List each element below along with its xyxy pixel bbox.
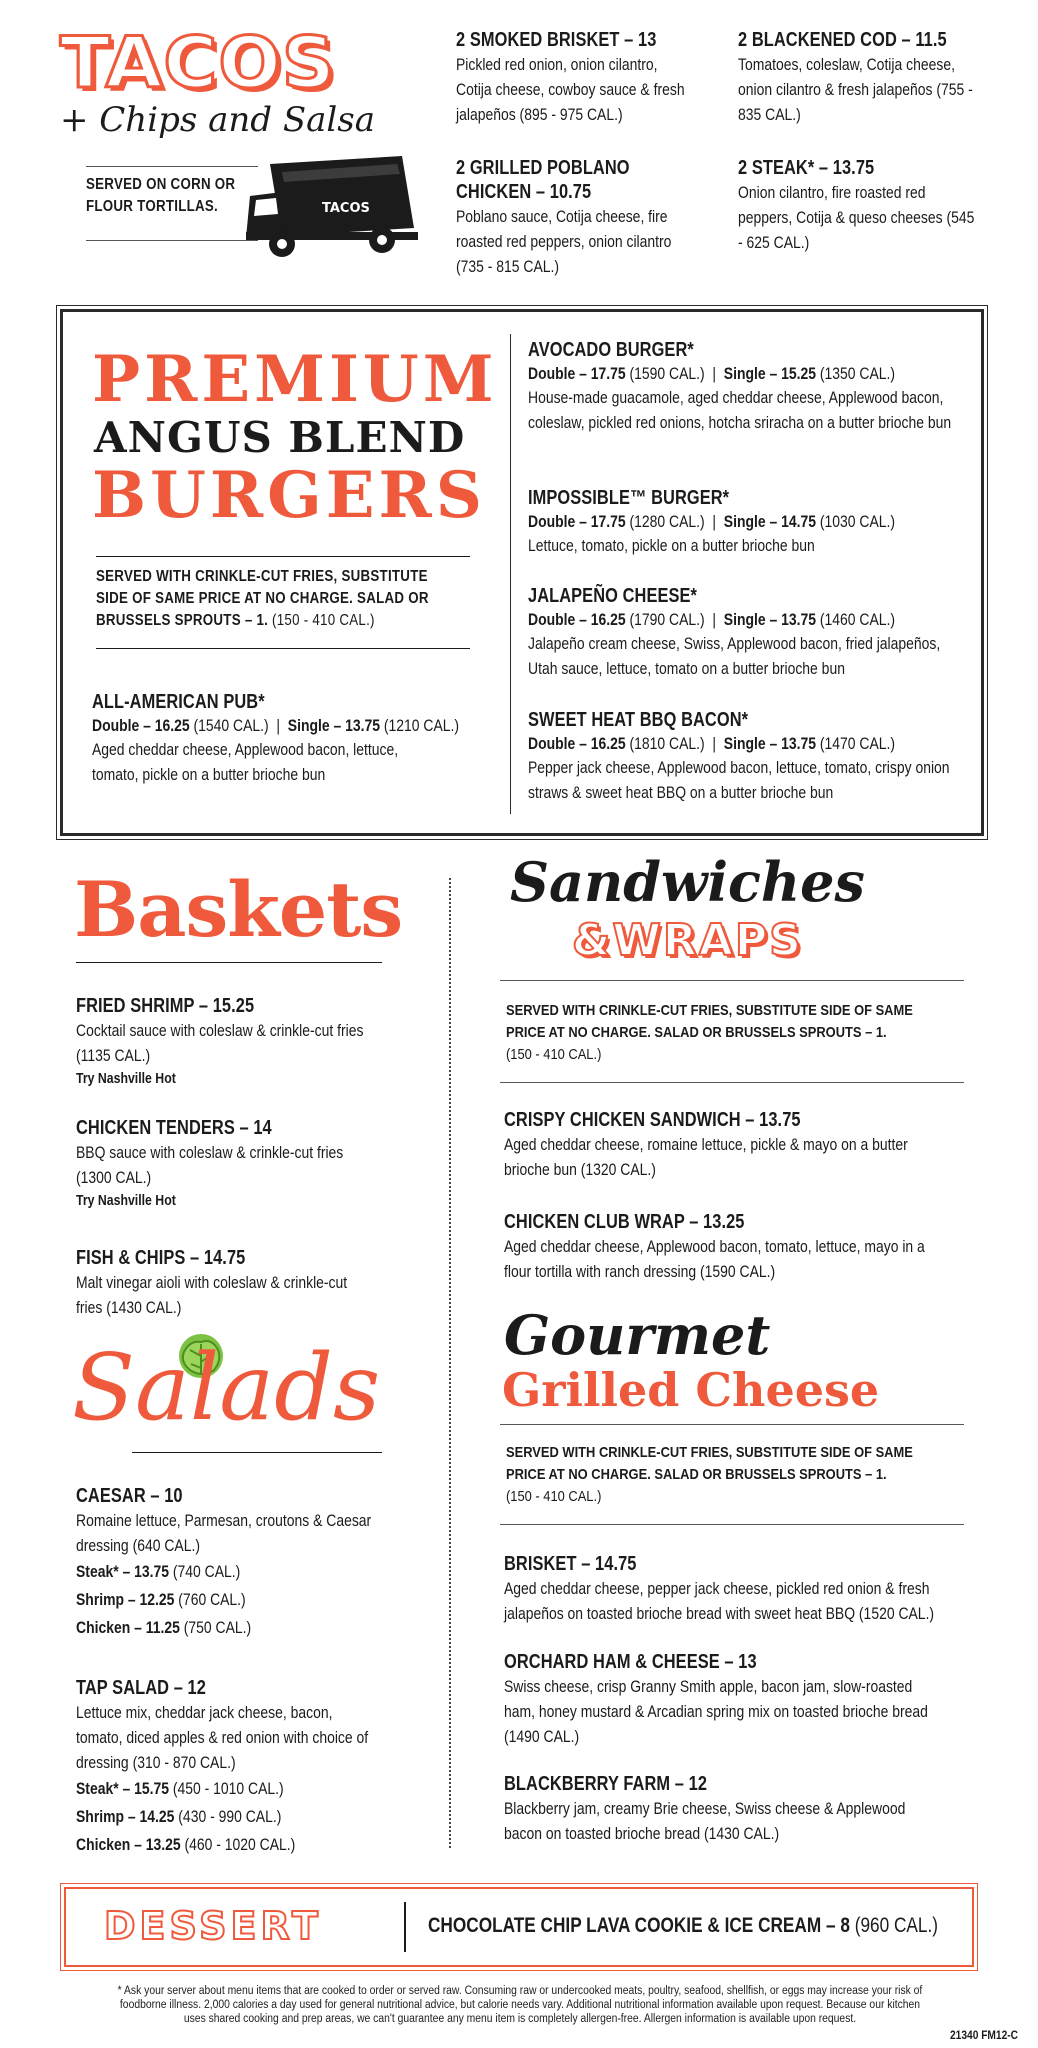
item-desc: Aged cheddar cheese, Applewood bacon, lettuce, tomato, pickle on a butter brioche bun [92, 740, 399, 784]
item-title: BLACKBERRY FARM – 12 [504, 1773, 708, 1795]
item-title: CAESAR – 10 [76, 1485, 183, 1507]
tacos-served-note: SERVED ON CORN OR FLOUR TORTILLAS. [86, 176, 236, 215]
item-desc: Lettuce, tomato, pickle on a butter brioche bun [528, 536, 815, 555]
item-note: Try Nashville Hot [76, 1070, 176, 1087]
item-price: Double – 16.25 (1790 CAL.) | Single – 13.75 (1460 CAL.) [528, 610, 896, 629]
item-desc: Tomatoes, coleslaw, Cotija cheese, onion cilantro & fresh jalapeños (755 - 835 CAL.) [738, 55, 973, 124]
item-title: ALL-AMERICAN PUB* [92, 691, 265, 713]
item-title: SWEET HEAT BBQ BACON* [528, 709, 749, 731]
salad-option: Shrimp – 14.25 (430 - 990 CAL.) [76, 1807, 282, 1826]
taco-item [456, 28, 726, 127]
item-title: 2 GRILLED POBLANO CHICKEN – 10.75 [456, 157, 630, 203]
burger-item [92, 690, 540, 787]
item-title: TAP SALAD – 12 [76, 1677, 206, 1699]
item-title: JALAPEÑO CHEESE* [528, 585, 697, 607]
truck-label: TACOS [322, 201, 370, 216]
item-title: FRIED SHRIMP – 15.25 [76, 995, 255, 1017]
item-desc: Jalapeño cream cheese, Swiss, Applewood bacon, fried jalapeños, Utah sauce, lettuce, tomato on a butter brioche bun [528, 634, 941, 678]
tacos-subtitle: + Chips and Salsa [60, 100, 375, 140]
item-desc: Malt vinegar aioli with coleslaw & crinkle-cut fries (1430 CAL.) [76, 1273, 348, 1317]
sandwiches-served-note: SERVED WITH CRINKLE-CUT FRIES, SUBSTITUTE SIDE OF SAME PRICE AT NO CHARGE. SALAD OR BRUSSELS SPROUTS – 1. (150 - 410 CAL.) [506, 1002, 913, 1063]
taco-item [456, 156, 726, 279]
salad-item [76, 1676, 436, 1859]
sandwich-item [504, 1210, 1024, 1284]
dessert-item: CHOCOLATE CHIP LAVA COOKIE & ICE CREAM – 8 (960 CAL.) [428, 1914, 938, 1937]
item-desc: Aged cheddar cheese, romaine lettuce, pickle & mayo on a butter brioche bun (1320 CAL.) [504, 1135, 908, 1179]
menu-code: 21340 FM12-C [949, 2028, 1018, 2042]
allergen-disclaimer: * Ask your server about menu items that are cooked to order or served raw. Consuming raw or undercooked meats, poultry, seafood, shellfish, or eggs may increase your risk of foodborne illness. 2,000 calories a day used for general nutritional advice, but calorie needs vary. Additional nutritional information available upon request. Because our kitchen uses shared cooking and prep areas, we can't guarantee any menu item is completely allergen-free. Allergen information is available upon request. [117, 1985, 923, 2025]
baskets-title: Baskets [74, 865, 403, 954]
item-title: CHICKEN CLUB WRAP – 13.25 [504, 1211, 745, 1233]
sandwich-item [504, 1108, 1024, 1182]
grilled-cheese-item [504, 1552, 1038, 1626]
grilled-cheese-item [504, 1650, 1038, 1749]
item-title: 2 BLACKENED COD – 11.5 [738, 29, 947, 51]
item-title: IMPOSSIBLE™ BURGER* [528, 487, 730, 509]
item-title: FISH & CHIPS – 14.75 [76, 1247, 246, 1269]
item-note: Try Nashville Hot [76, 1192, 176, 1209]
item-desc: Poblano sauce, Cotija cheese, fire roasted red peppers, onion cilantro (735 - 815 CAL.) [456, 207, 672, 276]
burger-item [528, 338, 1038, 435]
item-desc: BBQ sauce with coleslaw & crinkle-cut fries (1300 CAL.) [76, 1143, 344, 1187]
item-title: 2 STEAK* – 13.75 [738, 157, 875, 179]
item-desc: Lettuce mix, cheddar jack cheese, bacon, tomato, diced apples & red onion with choice of dressing (310 - 870 CAL.) [76, 1703, 369, 1772]
burger-item [528, 708, 1038, 805]
wraps-title: &WRAPS [572, 915, 803, 966]
item-desc: Onion cilantro, fire roasted red peppers, Cotija & queso cheeses (545 - 625 CAL.) [738, 183, 975, 252]
item-desc: House-made guacamole, aged cheddar cheese, Applewood bacon, coleslaw, pickled red onions, hotcha sriracha on a butter brioche bun [528, 388, 952, 432]
item-desc: Romaine lettuce, Parmesan, croutons & Caesar dressing (640 CAL.) [76, 1511, 372, 1555]
salad-option: Chicken – 11.25 (750 CAL.) [76, 1618, 252, 1637]
item-price: Double – 17.75 (1280 CAL.) | Single – 14.75 (1030 CAL.) [528, 512, 896, 531]
item-title: BRISKET – 14.75 [504, 1553, 637, 1575]
taco-item [738, 28, 988, 127]
burger-item [528, 584, 1038, 681]
item-price: Double – 17.75 (1590 CAL.) | Single – 15.25 (1350 CAL.) [528, 364, 896, 383]
item-desc: Pepper jack cheese, Applewood bacon, lettuce, tomato, crispy onion straws & sweet heat BBQ on a butter brioche bun [528, 758, 950, 802]
grilled-cheese-served-note: SERVED WITH CRINKLE-CUT FRIES, SUBSTITUTE SIDE OF SAME PRICE AT NO CHARGE. SALAD OR BRUSSELS SPROUTS – 1. (150 - 410 CAL.) [506, 1444, 913, 1505]
item-title: 2 SMOKED BRISKET – 13 [456, 29, 657, 51]
tacos-title: TACOS [60, 22, 336, 104]
item-title: CHICKEN TENDERS – 14 [76, 1117, 272, 1139]
burgers-title-angus: ANGUS BLEND [94, 413, 466, 462]
basket-item [76, 1246, 436, 1320]
item-price: Double – 16.25 (1810 CAL.) | Single – 13.75 (1470 CAL.) [528, 734, 896, 753]
burgers-title-premium: PREMIUM [92, 342, 498, 417]
dessert-title: DESSERT [104, 1904, 322, 1948]
taco-item [738, 156, 988, 255]
item-desc: Cocktail sauce with coleslaw & crinkle-cut fries (1135 CAL.) [76, 1021, 364, 1065]
basket-item [76, 994, 436, 1090]
item-desc: Blackberry jam, creamy Brie cheese, Swiss cheese & Applewood bacon on toasted brioche bread (1430 CAL.) [504, 1799, 906, 1843]
salad-option: Chicken – 13.25 (460 - 1020 CAL.) [76, 1835, 296, 1854]
item-desc: Aged cheddar cheese, Applewood bacon, tomato, lettuce, mayo in a flour tortilla with ranch dressing (1590 CAL.) [504, 1237, 925, 1281]
food-truck-icon [242, 152, 420, 262]
item-desc: Pickled red onion, onion cilantro, Cotija cheese, cowboy sauce & fresh jalapeños (895 - 975 CAL.) [456, 55, 685, 124]
burgers-title-burgers: BURGERS [92, 458, 486, 533]
sandwiches-title: Sandwiches [510, 850, 865, 914]
salads-title: Salads [72, 1334, 381, 1441]
salad-item [76, 1484, 436, 1642]
grilled-cheese-item [504, 1772, 1038, 1846]
grilled-cheese-title: Grilled Cheese [502, 1363, 880, 1417]
salad-option: Steak* – 13.75 (740 CAL.) [76, 1562, 241, 1581]
item-title: ORCHARD HAM & CHEESE – 13 [504, 1651, 757, 1673]
item-desc: Aged cheddar cheese, pepper jack cheese, pickled red onion & fresh jalapeños on toasted brioche bread with sweet heat BBQ (1520 CAL.) [504, 1579, 935, 1623]
item-price: Double – 16.25 (1540 CAL.) | Single – 13.75 (1210 CAL.) [92, 716, 460, 735]
burgers-served-note: SERVED WITH CRINKLE-CUT FRIES, SUBSTITUTE SIDE OF SAME PRICE AT NO CHARGE. SALAD OR BRUSSELS SPROUTS – 1. (150 - 410 CAL.) [96, 568, 429, 629]
burger-item [528, 486, 1038, 558]
item-title: AVOCADO BURGER* [528, 339, 694, 361]
salad-option: Shrimp – 12.25 (760 CAL.) [76, 1590, 246, 1609]
item-desc: Swiss cheese, crisp Granny Smith apple, bacon jam, slow-roasted ham, honey mustard & Arcadian spring mix on toasted brioche bread (1490 CAL.) [504, 1677, 928, 1746]
salad-option: Steak* – 15.75 (450 - 1010 CAL.) [76, 1779, 284, 1798]
item-title: CRISPY CHICKEN SANDWICH – 13.75 [504, 1109, 801, 1131]
basket-item [76, 1116, 436, 1212]
gourmet-title: Gourmet [504, 1303, 771, 1367]
